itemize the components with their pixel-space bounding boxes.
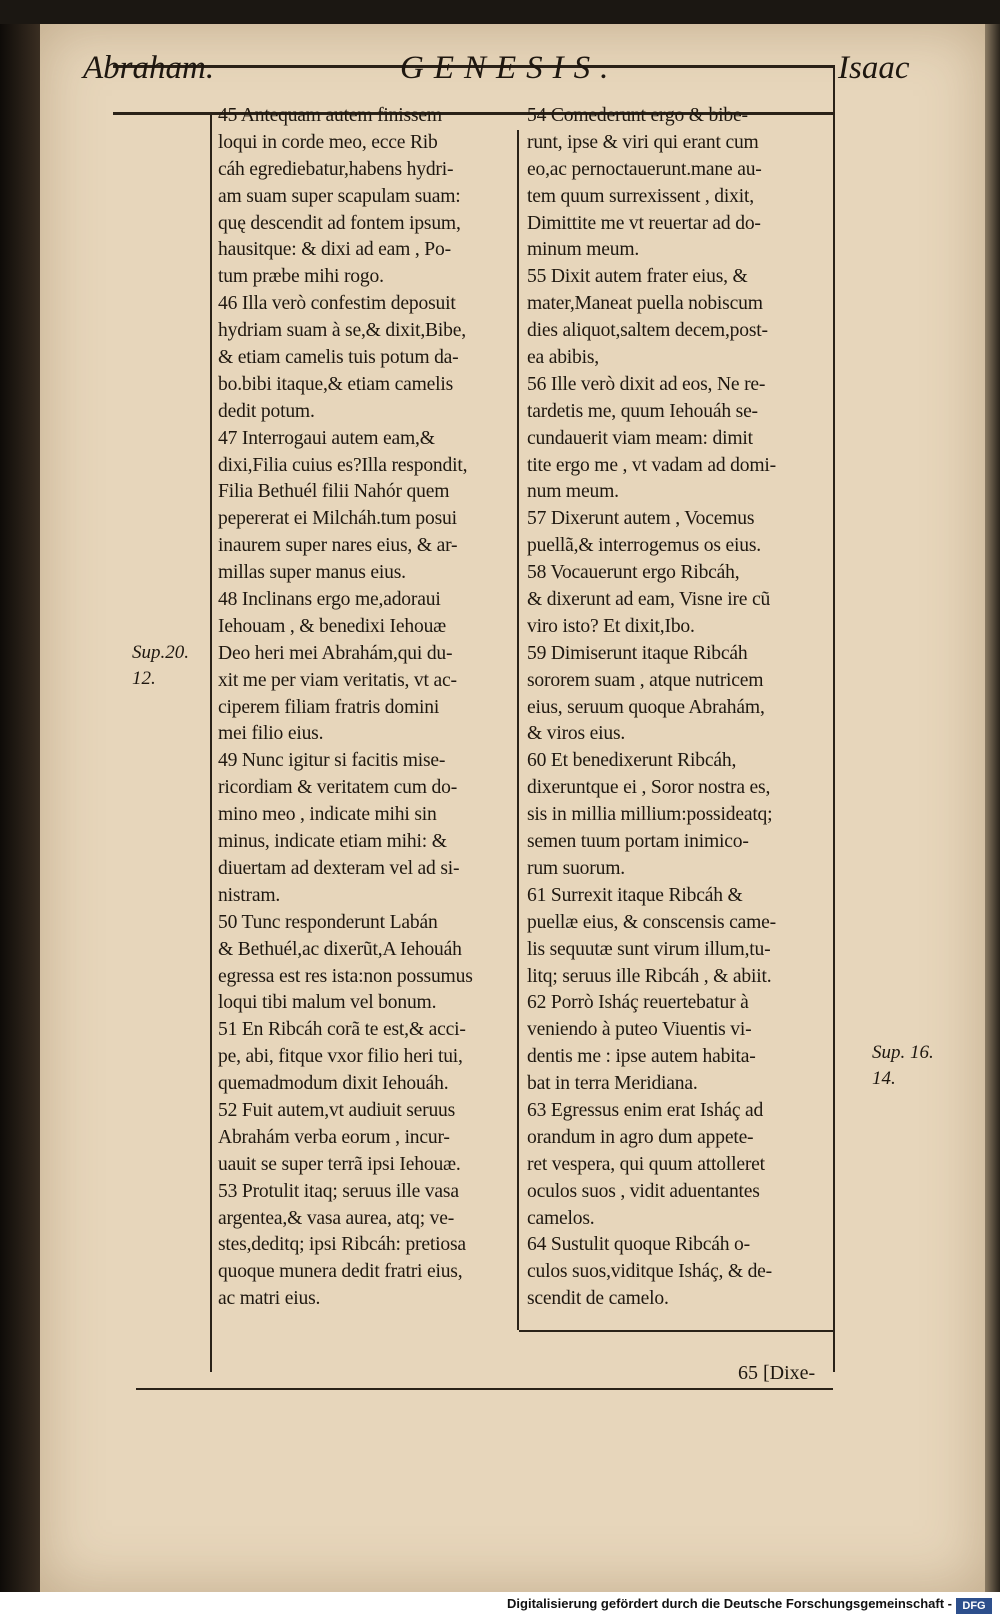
catchword: 65 [Dixe- — [738, 1362, 816, 1384]
text-line: minum meum. — [527, 239, 640, 261]
text-line: dies aliquot,saltem decem,post- — [527, 320, 768, 342]
text-line: minus, indicate etiam mihi: & — [218, 831, 447, 853]
text-line: ciperem filiam fratris domini — [218, 696, 440, 718]
text-line: Dimittite me vt reuertar ad do- — [527, 212, 761, 234]
text-line: argentea,& vasa aurea, atq; ve- — [218, 1207, 455, 1229]
text-line: millas super manus eius. — [218, 562, 406, 584]
text-line: egressa est res ista:non possumus — [218, 965, 473, 987]
text-line: bat in terra Meridiana. — [527, 1073, 698, 1095]
text-line: loqui tibi malum vel bonum. — [218, 992, 437, 1014]
text-line: 55 Dixit autem frater eius, & — [527, 266, 748, 288]
text-line: ret vespera, qui quum attolleret — [527, 1153, 765, 1175]
text-line: diuertam ad dexteram vel ad si- — [218, 857, 460, 879]
text-line: Deo heri mei Abrahám,qui du- — [218, 642, 453, 664]
margin-rule-right — [833, 112, 835, 1372]
text-line: tardetis me, quum Iehouáh se- — [527, 400, 758, 422]
text-line: eius, seruum quoque Abrahám, — [527, 696, 765, 718]
text-line: 51 En Ribcáh corã te est,& acci- — [218, 1019, 466, 1041]
text-line: viro isto? Et dixit,Ibo. — [527, 615, 695, 637]
text-line: ac matri eius. — [218, 1288, 321, 1310]
margin-rule-left — [210, 112, 212, 1372]
text-line: uauit se super terrã ipsi Iehouæ. — [218, 1153, 461, 1175]
text-line: camelos. — [527, 1207, 595, 1229]
text-line: tum præbe mihi rogo. — [218, 266, 384, 288]
text-line: & etiam camelis tuis potum da- — [218, 347, 459, 369]
text-line: 60 Et benedixerunt Ribcáh, — [527, 750, 737, 772]
text-line: puellã,& interrogemus os eius. — [527, 535, 761, 557]
text-line: scendit de camelo. — [527, 1288, 669, 1310]
text-line: eo,ac pernoctauerunt.mane au- — [527, 158, 762, 180]
text-line: Abrahám verba eorum , incur- — [218, 1126, 450, 1148]
text-line: loqui in corde meo, ecce Rib — [218, 131, 438, 153]
text-line: 49 Nunc igitur si facitis mise- — [218, 750, 446, 772]
text-line: 47 Interrogaui autem eam,& — [218, 427, 435, 449]
text-line: dixeruntque ei , Soror nostra es, — [527, 777, 771, 799]
text-line: dentis me : ipse autem habita- — [527, 1046, 756, 1068]
text-line: mei filio eius. — [218, 723, 324, 745]
text-line: lis sequutæ sunt virum illum,tu- — [527, 938, 771, 960]
text-line: & Bethuél,ac dixerũt,A Iehouáh — [218, 938, 462, 960]
text-line: nistram. — [218, 884, 281, 906]
text-line: dedit potum. — [218, 400, 315, 422]
text-line: pepererat ei Milcháh.tum posui — [218, 508, 457, 530]
text-line: stes,deditq; ipsi Ribcáh: pretiosa — [218, 1234, 466, 1256]
text-line: 57 Dixerunt autem , Vocemus — [527, 508, 755, 530]
column-divider — [517, 130, 519, 1330]
text-line: puellæ eius, & conscensis came- — [527, 911, 776, 933]
text-line: semen tuum portam inimico- — [527, 831, 749, 853]
header-rule-right-box — [833, 65, 835, 115]
digitization-footer — [0, 1592, 1000, 1622]
text-line: am suam super scapulam suam: — [218, 185, 461, 207]
text-line: 63 Egressus enim erat Isháç ad — [527, 1099, 764, 1121]
text-line: ricordiam & veritatem cum do- — [218, 777, 458, 799]
text-line: num meum. — [527, 481, 619, 503]
text-line: 61 Surrexit itaque Ribcáh & — [527, 884, 743, 906]
text-line: inaurem super nares eius, & ar- — [218, 535, 458, 557]
text-line: Iehouam , & benedixi Iehouæ — [218, 615, 447, 637]
text-line: pe, abi, fitque vxor filio heri tui, — [218, 1046, 463, 1068]
text-line: tite ergo me , vt vadam ad domi- — [527, 454, 776, 476]
margin-reference-text: Sup. 16. — [872, 1042, 934, 1063]
text-line: quemadmodum dixit Iehouáh. — [218, 1073, 449, 1095]
footer-credit: Digitalisierung gefördert durch die Deutsche Forschungsgemeinschaft - — [507, 1596, 952, 1611]
text-line: bo.bibi itaque,& etiam camelis — [218, 373, 454, 395]
text-line: 52 Fuit autem,vt audiuit seruus — [218, 1099, 456, 1121]
text-line: culos suos,viditque Isháç, & de- — [527, 1261, 773, 1283]
text-line: tem quum surrexissent , dixit, — [527, 185, 754, 207]
margin-reference-text: 14. — [872, 1068, 896, 1089]
book-edge-left — [0, 24, 40, 1592]
text-line: runt, ipse & viri qui erant cum — [527, 131, 759, 153]
text-line: mater,Maneat puella nobiscum — [527, 293, 763, 315]
dfg-logo: DFG — [956, 1598, 992, 1614]
text-line: 53 Protulit itaq; seruus ille vasa — [218, 1180, 459, 1202]
footer-rule-catch — [519, 1330, 833, 1332]
text-line: 48 Inclinans ergo me,adoraui — [218, 589, 441, 611]
text-line: hausitque: & dixi ad eam , Po- — [218, 239, 451, 261]
margin-reference-left — [132, 640, 189, 692]
text-column-right — [527, 103, 822, 1313]
running-head-left: Abraham. — [83, 50, 215, 86]
text-line: 46 Illa verò confestim deposuit — [218, 293, 456, 315]
text-line: sis in millia millium:possideatq; — [527, 804, 773, 826]
text-line: xit me per viam veritatis, vt ac- — [218, 669, 457, 691]
text-line: rum suorum. — [527, 857, 625, 879]
text-line: 62 Porrò Isháç reuertebatur à — [527, 992, 749, 1014]
text-line: 45 Antequam autem finissem — [218, 105, 442, 126]
text-line: 54 Comederunt ergo & bibe- — [527, 105, 748, 126]
text-line: oculos suos , vidit aduentantes — [527, 1180, 760, 1202]
text-line: veniendo à puteo Viuentis vi- — [527, 1019, 752, 1041]
margin-reference-right — [872, 1040, 934, 1092]
text-line: Filia Bethuél filii Nahór quem — [218, 481, 450, 503]
margin-reference-text: 12. — [132, 668, 156, 689]
book-edge-right — [985, 24, 1000, 1592]
text-line: cáh egrediebatur,habens hydri- — [218, 158, 454, 180]
text-line: & dixerunt ad eam, Visne ire cũ — [527, 589, 771, 611]
text-column-left — [218, 103, 513, 1313]
bottom-rule — [136, 1388, 833, 1390]
text-line: ea abibis, — [527, 347, 599, 369]
text-line: 59 Dimiserunt itaque Ribcáh — [527, 642, 748, 664]
text-line: 64 Sustulit quoque Ribcáh o- — [527, 1234, 750, 1256]
text-line: sororem suam , atque nutricem — [527, 669, 764, 691]
running-head-title: GENESIS. — [400, 50, 619, 86]
text-line: hydriam suam à se,& dixit,Bibe, — [218, 320, 466, 342]
text-line: orandum in agro dum appete- — [527, 1126, 754, 1148]
margin-reference-text: Sup.20. — [132, 642, 189, 663]
text-line: 50 Tunc responderunt Labán — [218, 911, 438, 933]
text-line: dixi,Filia cuius es?Illa respondit, — [218, 454, 468, 476]
text-line: cundauerit viam meam: dimit — [527, 427, 753, 449]
text-line: 56 Ille verò dixit ad eos, Ne re- — [527, 373, 766, 395]
text-line: litq; seruus ille Ribcáh , & abiit. — [527, 965, 772, 987]
text-line: & viros eius. — [527, 723, 626, 745]
text-line: mino meo , indicate mihi sin — [218, 804, 437, 826]
text-line: 58 Vocauerunt ergo Ribcáh, — [527, 562, 740, 584]
text-line: quoque munera dedit fratri eius, — [218, 1261, 463, 1283]
running-head-right: Isaac — [838, 50, 910, 86]
text-line: quę descendit ad fontem ipsum, — [218, 212, 461, 234]
